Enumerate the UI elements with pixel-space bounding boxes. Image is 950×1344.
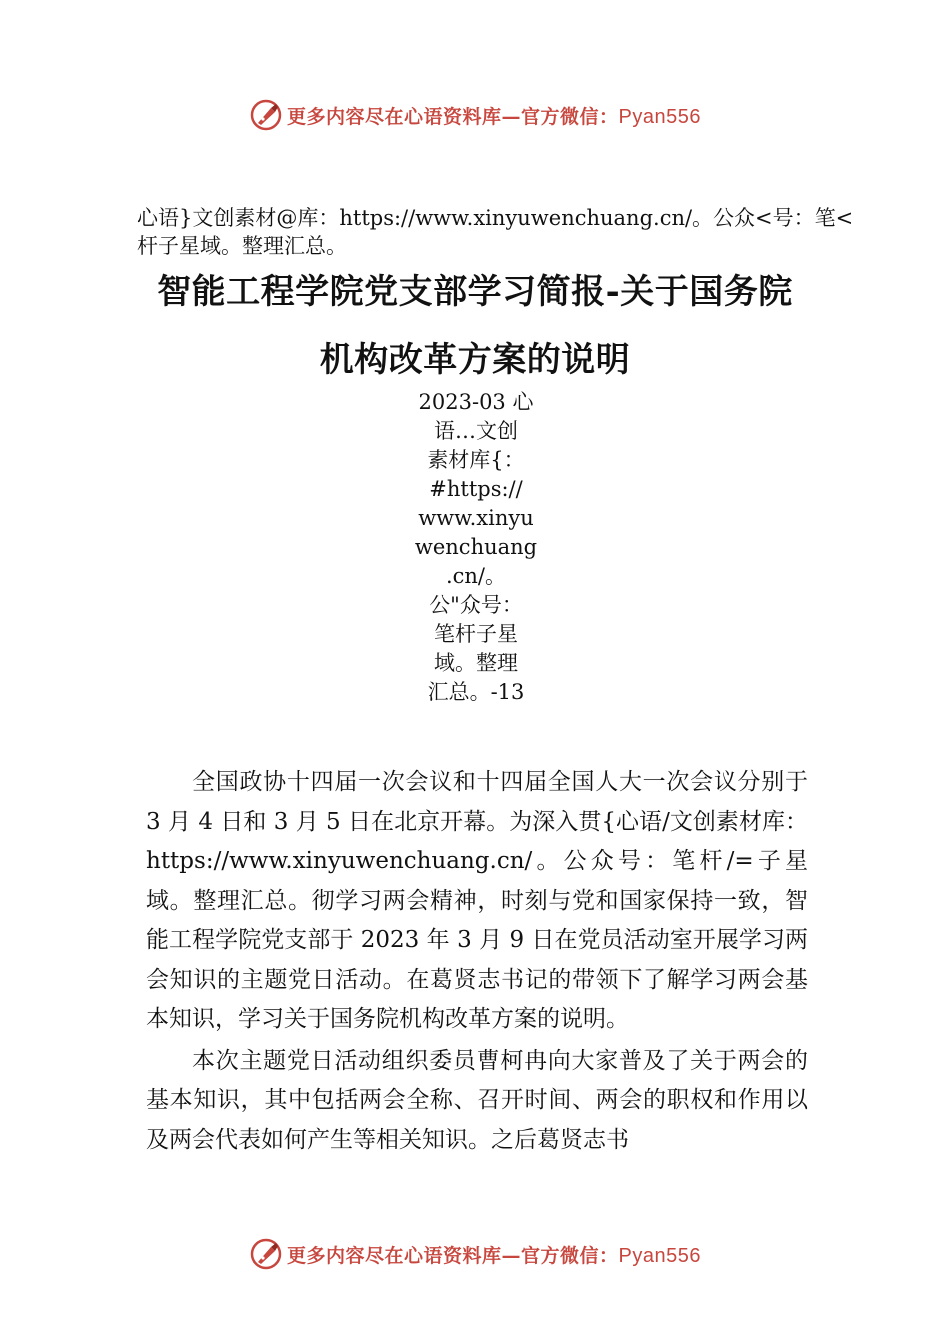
- title-line-2: 机构改革方案的说明: [319, 340, 631, 380]
- banner-wechat-id: Pyan556: [618, 1244, 701, 1267]
- meta-line: www.xinyu: [418, 506, 534, 530]
- meta-line: 域。整理: [434, 651, 518, 675]
- banner-text: 更多内容尽在心语资料库—官方微信：Pyan556: [287, 105, 701, 128]
- banner-wechat-id: Pyan556: [618, 105, 701, 128]
- source-line: 心语}文创素材@库：https://www.xinyuwenchuang.cn/。公众<号：笔<杆子星域。整理汇总。: [137, 206, 854, 258]
- meta-line: 2023-03 心: [418, 390, 534, 414]
- pen-nib-logo-icon: [249, 98, 283, 132]
- body-paragraph-1: 全国政协十四届一次会议和十四届全国人大一次会议分别于 3 月 4 日和 3 月 5 日在北京开幕。为深入贯{心语/文创素材库：https://www.xinyuwenchuang.cn/。公众号：笔杆/=子星域。整理汇总。彻学习两会精神，时刻与党和国家保持一致，智能工程学院党支部于 2023 年 3 月 9 日在党员活动室开展学习两会知识的主题党日活动。在葛贤志书记的带领下了解学习两会基本知识，学习关于国务院机构改革方案的说明。: [146, 769, 808, 1032]
- document-title: [120, 258, 830, 394]
- meta-line: wenchuang: [414, 535, 538, 559]
- meta-line: .cn/。: [445, 564, 507, 588]
- body-paragraph-2: 本次主题党日活动组织委员曹柯冉向大家普及了关于两会的基本知识，其中包括两会全称、召开时间、两会的职权和作用以及两会代表如何产生等相关知识。之后葛贤志书: [146, 1047, 808, 1153]
- banner-text: 更多内容尽在心语资料库—官方微信：Pyan556: [287, 1244, 701, 1267]
- header-banner: [0, 93, 950, 137]
- meta-line: 公"众号：: [429, 593, 523, 617]
- meta-line: 笔杆子星: [434, 622, 518, 646]
- title-line-1: 智能工程学院党支部学习简报-关于国务院: [157, 272, 793, 312]
- document-body: [146, 763, 808, 1162]
- meta-line: 语…文创: [434, 419, 518, 443]
- pen-nib-logo-icon: [249, 1237, 283, 1271]
- footer-banner: [0, 1232, 950, 1276]
- meta-column: [412, 388, 540, 707]
- meta-line: 汇总。-13: [427, 680, 525, 704]
- meta-line: #https://: [429, 477, 523, 501]
- meta-line: 素材库{：: [427, 448, 525, 472]
